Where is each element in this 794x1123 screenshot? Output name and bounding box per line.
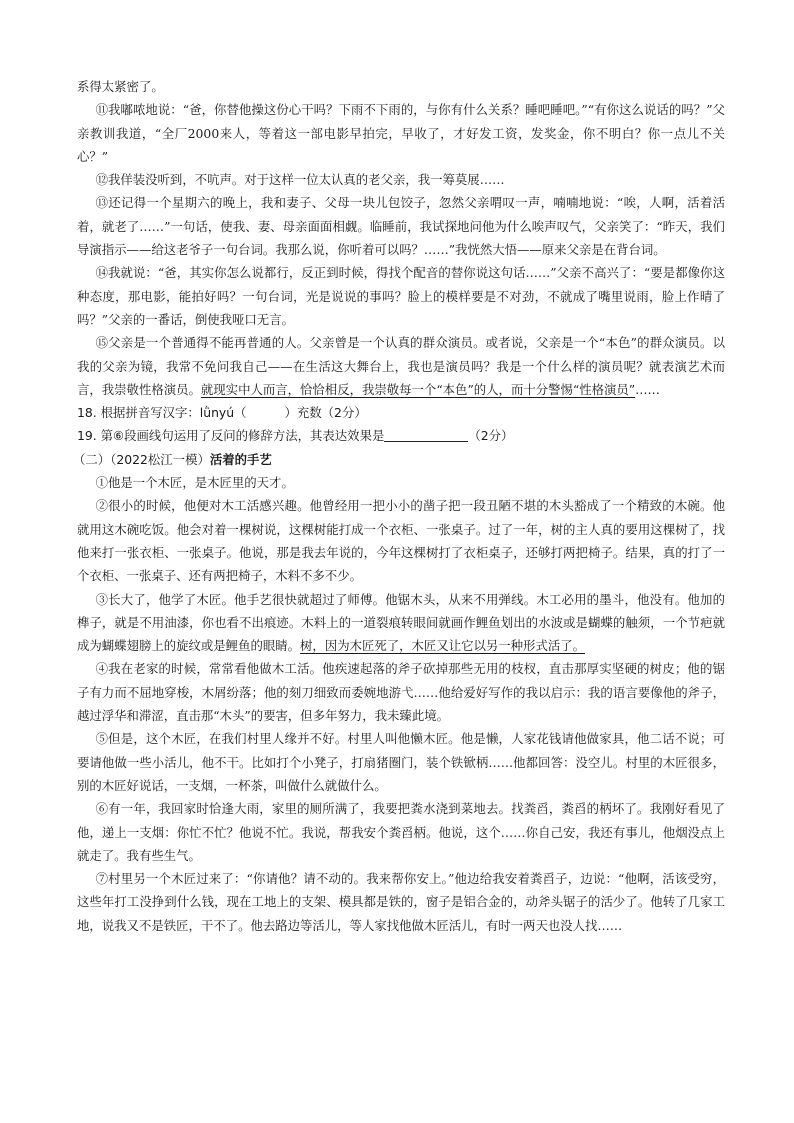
paragraph-2-2: ②很小的时候，他便对木工活感兴趣。他曾经用一把小小的凿子把一段丑陋不堪的木头豁成了一个精致的木碗。他就用这木碗吃饭。他会对着一棵树说，这棵树能打成一个衣柜、一张桌子。过了一年，树的主人真的要用这棵树了，找他来打一张衣柜、一张桌子。他说，那是我去年说的，今年这棵树打了衣柜桌子，还够打两把椅子。结果，真的打了一个衣柜、一张桌子、还有两把椅子，木料不多不少。 [77,498,725,584]
paragraph-2-1: ①他是一个木匠，是木匠里的天才。 [95,475,294,491]
paragraph-11: ⑪我嘟哝地说：“爸，你替他操这份心干吗？下雨不下雨的，与你有什么关系？睡吧睡吧。”“有你这么说话的吗？”父亲教训我道，“全厂2000来人，等着这一部电影早拍完，早收了，才好发工资，发奖金，你不明白？你一点儿不关心？” [77,102,725,164]
paragraph-2-3-text: ③长大了，他学了木匠。他手艺很快就超过了师傅。他锯木头，从来不用弹线。木工必用的墨斗，他没有。他加的榫子，就是不用油漆，你也看不出痕迹。木料上的一道裂痕转眼间就画作鲤鱼划出的水波或是蝴蝶的触须，一个节疤就成为蝴蝶翅膀上的旋纹或是鲤鱼的眼睛。 [77,591,725,654]
paragraph-2-7: ⑦村里另一个木匠过来了：“你请他？请不动的。我来帮你安上。”他边给我安着粪舀子，边说：“他啊，活该受穷，这些年打工没挣到什么钱，现在工地上的支架、模具都是铁的，窗子是铝合金的，动斧头锯子的活少了。他转了几家工地，说我又不是铁匠，干不了。他去路边等活儿，等人家找他做木匠活儿，有时一两天也没人找…… [77,871,725,933]
paragraph-14: ⑭我就说：“爸，其实你怎么说都行，反正到时候，得找个配音的替你说这句话……”父亲不高兴了：“要是都像你这种态度，那电影，能拍好吗？一句台词，光是说说的事吗？脸上的模样要是不对劲，不就成了嘴里说雨，脸上作晴了吗？”父亲的一番话，倒使我哑口无言。 [77,265,725,327]
paragraph-15-text: ⑮父亲是一个普通得不能再普通的人。父亲曾是一个认真的群众演员。或者说，父亲是一个“本色”的群众演员。以我的父亲为镜，我常不免问我自己——在生活这大舞台上，我也是演员吗？我是一个什么样的演员呢？就表演艺术而言，我崇敬性格演员。 [77,335,725,397]
paragraph-15-underlined: 就现实中人而言，恰恰相反，我崇敬每一个“本色”的人，而十分警惕“性格演员” [200,381,636,397]
question-19-label: 19. 第⑥段画线句运用了反问的修辞方法，其表达效果是 [77,428,385,444]
section-2-prefix: （二）（2022松江一模） [73,451,210,467]
question-19-answer-blank[interactable] [384,427,468,442]
question-19-score: （2分） [468,428,514,444]
question-18-close: ）充数（2分） [284,405,367,421]
paragraph-2-3 [77,588,725,658]
section-2-title: 活着的手艺 [209,451,272,467]
paragraph-2-3-underlined: 树，因为木匠死了，木匠又让它以另一种形式活了。 [300,638,586,654]
question-18-label: 18. 根据拼音写汉字：lǜnyú（ [77,405,247,421]
document-content [73,75,725,937]
section-2-heading [73,448,725,471]
paragraph-2-5: ⑤但是，这个木匠，在我们村里人缘并不好。村里人叫他懒木匠。他是懒，人家花钱请他做家具，他二话不说；可要请他做一些小活儿，他不干。比如打个小凳子，打扇猪圈门，装个铁锨柄……他都回答：没空儿。村里的木匠很多，别的木匠好说话，一支烟，一杯茶，叫做什么就做什么。 [77,731,725,793]
question-18 [77,401,725,424]
paragraph-2-4: ④我在老家的时候，常常看他做木工活。他疾速起落的斧子砍掉那些无用的枝杈，直击那厚实坚硬的树皮；他的锯子有力而不屈地穿梭，木屑纷落；他的刻刀细致而委婉地游弋……他给爱好写作的我以启示：我的语言要像他的斧子，越过浮华和滞涩，直击那“木头”的要害，但多年努力，我未臻此境。 [77,661,725,724]
question-19 [77,424,725,447]
paragraph-12: ⑫我佯装没听到，不吭声。对于这样一位太认真的老父亲，我一筹莫展…… [95,172,505,188]
paragraph-15-tail: …… [635,381,660,397]
paragraph-2-6: ⑥有一年，我回家时恰逢大雨，家里的厕所满了，我要把粪水浇到菜地去。找粪舀，粪舀的柄坏了。我刚好看见了他，递上一支烟：你忙不忙？他说不忙。我说，帮我安个粪舀柄。他说，这个……你自己安，我还有事儿，他烟没点上就走了。我有些生气。 [77,801,725,863]
paragraph-13: ⑬还记得一个星期六的晚上，我和妻子、父母一块儿包饺子，忽然父亲喟叹一声，喃喃地说：“唉，人啊，活着活着，就老了……”一句话，使我、妻、母亲面面相觑。临睡前，我试探地问他为什么唉声叹气，父亲笑了：“昨天，我们导演指示——给这老爷子一句台词。我那么说，你听着可以吗？……”我恍然大悟——原来父亲是在背台词。 [77,195,725,258]
paragraph-15 [77,331,725,401]
paragraph-lead: 系得太紧密了。 [77,79,164,94]
